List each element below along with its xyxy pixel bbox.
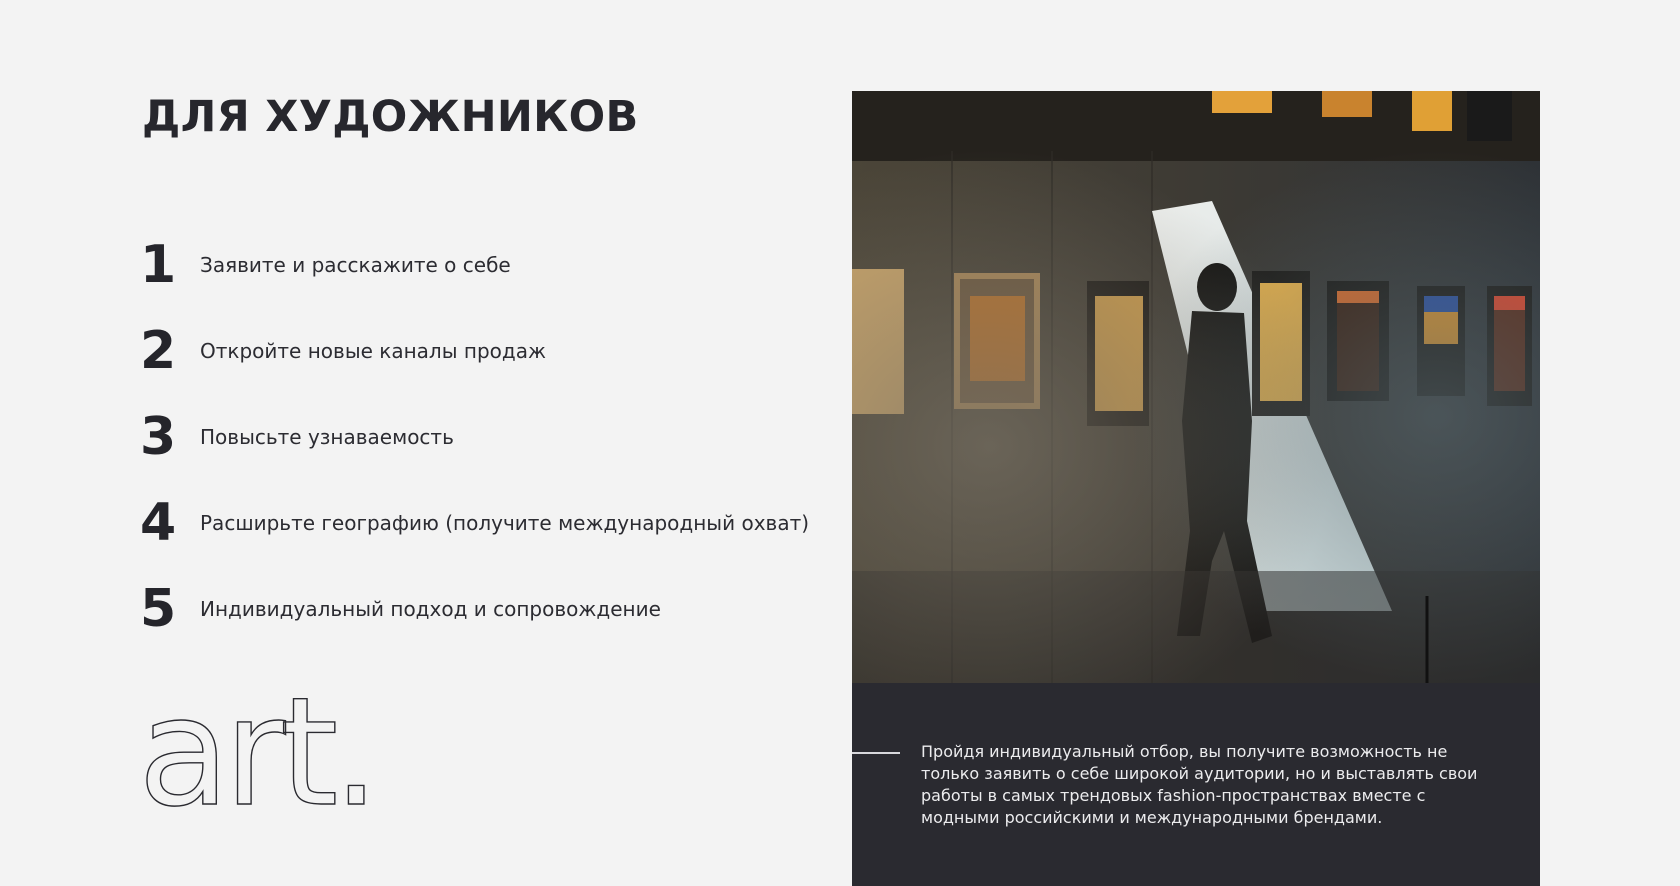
step-item: [140, 222, 809, 308]
gallery-photo: [852, 91, 1540, 683]
gallery-photo-illustration: [852, 91, 1540, 683]
step-item: [140, 308, 809, 394]
step-text: Заявите и расскажите о себе: [200, 253, 511, 277]
step-text: Расширьте географию (получите международный охват): [200, 511, 810, 535]
step-number: 1: [140, 235, 177, 295]
step-item: [140, 566, 809, 652]
art-outline-word: [138, 672, 408, 822]
step-number: 2: [140, 321, 177, 381]
step-item: [140, 480, 809, 566]
page-title: ДЛЯ ХУДОЖНИКОВ: [142, 92, 639, 142]
step-text: Откройте новые каналы продаж: [200, 339, 546, 363]
step-number: 5: [140, 579, 177, 639]
step-text: Индивидуальный подход и сопровождение: [200, 597, 661, 621]
step-text: Повысьте узнаваемость: [200, 425, 454, 449]
step-number: 3: [140, 407, 177, 467]
caption-text: Пройдя индивидуальный отбор, вы получите возможность не только заявить о себе широкой аудитории, но и выставлять свои работы в самых трендовых fashion-пространствах вместе с модными российскими и международными брендами.: [921, 742, 1478, 827]
art-word-text: art.: [138, 672, 375, 822]
steps-list: [140, 222, 809, 652]
step-item: [140, 394, 809, 480]
step-number: 4: [140, 493, 177, 553]
caption-divider: [852, 752, 900, 754]
